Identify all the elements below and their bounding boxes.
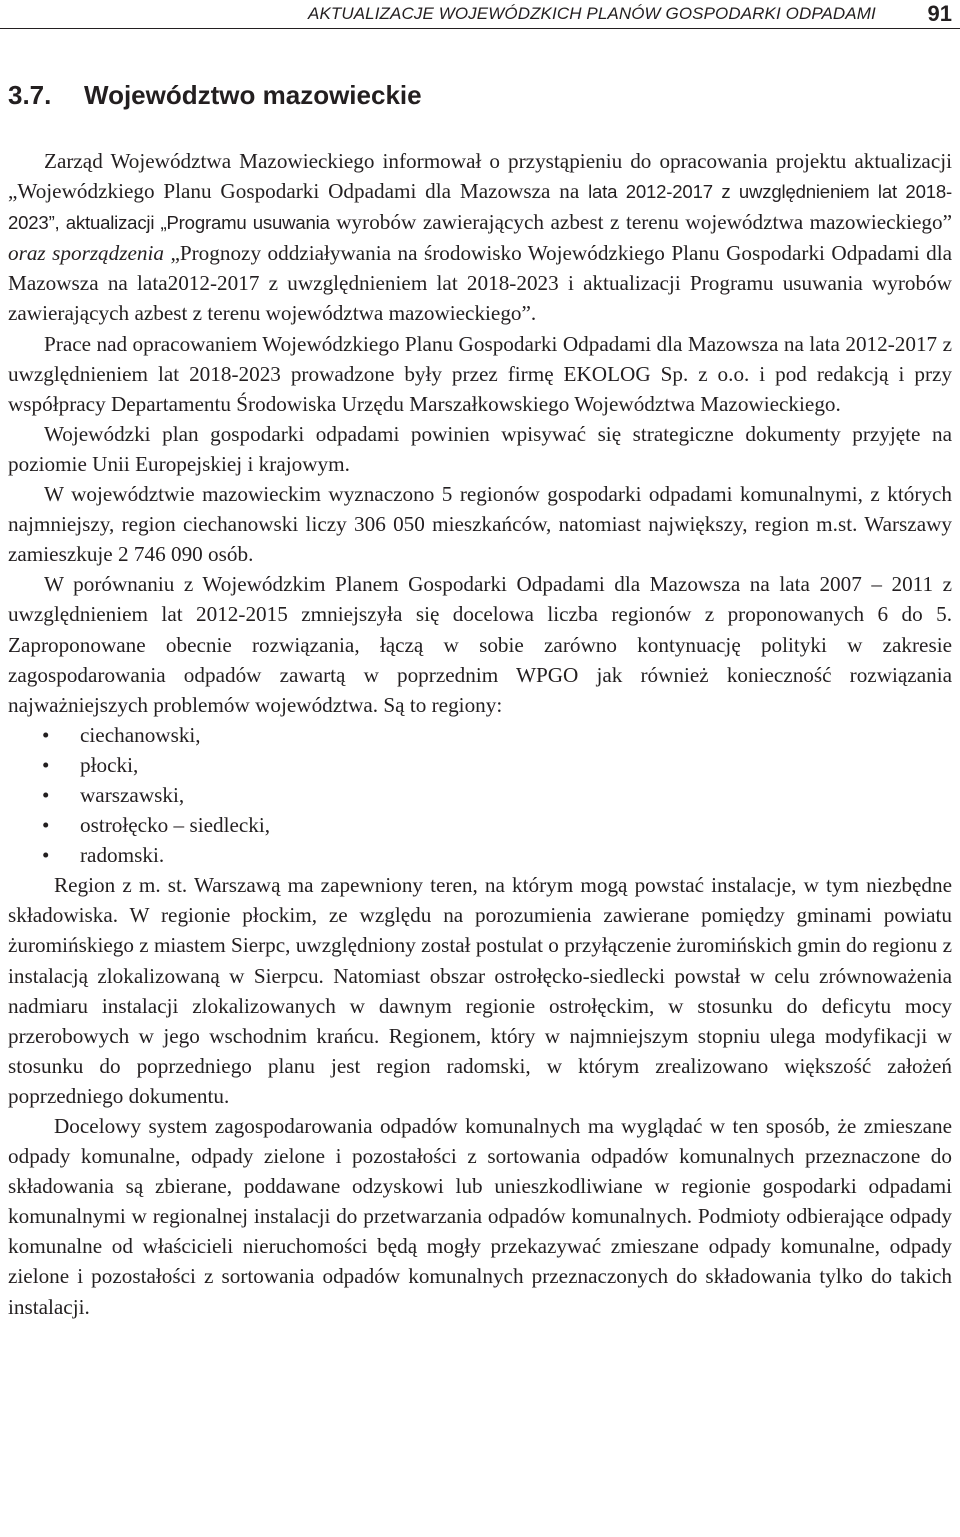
paragraph-regions-count: W województwie mazowieckim wyznaczono 5 regionów gospodarki odpadami komunalnymi, z których najmniejszy, region ciechanowski liczy 306 050 mieszkańców, natomiast największy, region m.st. Warszawy zamieszkuje 2 746 090 osób. bbox=[8, 482, 952, 567]
list-item bbox=[8, 720, 952, 750]
paragraph-intro bbox=[8, 146, 952, 329]
section-number: 3.7. bbox=[8, 80, 52, 110]
section-title: Województwo mazowieckie bbox=[84, 80, 422, 110]
page-number: 91 bbox=[927, 1, 952, 26]
body-text bbox=[8, 146, 952, 1322]
paragraph-target-system: Docelowy system zagospodarowania odpadów komunalnych ma wyglądać w ten sposób, że zmieszane odpady komunalne, odpady zielone i pozostałości z sortowania odpadów komunalnych przeznaczone do składowania są zbierane, poddawane odzyskowi lub unieszkodliwiane w regionie gospodarki odpadami komunalnymi w regionalnej instalacji do przetwarzania odpadów komunalnych. Podmioty odbierające odpady komunalne od właścicieli nieruchomości będą mogły przekazywać zmieszane odpady komunalne, odpady zielone i pozostałości z sortowania odpadów komunalnych przeznaczonych do składowania tylko do takich instalacji. bbox=[8, 1114, 952, 1319]
region-name: ciechanowski, bbox=[80, 722, 201, 747]
list-item bbox=[8, 780, 952, 810]
paragraph-intro-part-d: „Prognozy oddziaływania na środowisko Wojewódzkiego Planu Gospodarki Odpadami dla Mazowsza na lata2012-2017 z uwzględnieniem lat 2018-2023 i aktualizacji Programu usuwania wyrobów zawierających azbest z terenu województwa mazowieckiego”. bbox=[8, 241, 952, 326]
region-name: warszawski, bbox=[80, 782, 185, 807]
header-title: AKTUALIZACJE WOJEWÓDZKICH PLANÓW GOSPODARKI ODPADAMI bbox=[308, 4, 876, 23]
paragraph-intro-italic: oraz sporządzenia bbox=[8, 241, 164, 266]
region-name: radomski. bbox=[80, 843, 165, 868]
header-rule bbox=[0, 28, 960, 29]
list-item bbox=[8, 810, 952, 840]
bullet-icon: • bbox=[42, 843, 50, 868]
bullet-icon: • bbox=[42, 752, 50, 777]
bullet-icon: • bbox=[42, 782, 50, 807]
paragraph-comparison: W porównaniu z Wojewódzkim Planem Gospodarki Odpadami dla Mazowsza na lata 2007 – 2011 z uwzględnieniem lat 2012-2015 zmniejszyła się docelowa liczba regionów z proponowanych 6 do 5. Zaproponowane obecnie rozwiązania, łączą w sobie zarówno kontynuację polityki w zakresie zagospodarowania odpadów zawartą w poprzednim WPGO jak również konieczność rozwiązania najważniejszych problemów województwa. Są to regiony: bbox=[8, 572, 952, 717]
paragraph-strategy: Wojewódzki plan gospodarki odpadami powinien wpisywać się strategiczne dokumenty przyjęte na poziomie Unii Europejskiej i krajowym. bbox=[8, 421, 952, 476]
list-item bbox=[8, 750, 952, 780]
regions-list bbox=[8, 720, 952, 870]
region-name: ostrołęcko – siedlecki, bbox=[80, 813, 271, 838]
bullet-icon: • bbox=[42, 813, 50, 838]
bullet-icon: • bbox=[42, 722, 50, 747]
paragraph-region-details: Region z m. st. Warszawą ma zapewniony teren, na którym mogą powstać instalacje, w tym niezbędne składowiska. W regionie płockim, ze względu na porozumienia zawierane pomiędzy gminami powiatu żuromińskiego z miastem Sierpc, uwzględniony został postulat o przyłączenie żuromińskich gmin do regionu z instalacją zlokalizowaną w Sierpcu. Natomiast obszar ostrołęcko-siedlecki powstał w celu zrównoważenia nadmiaru instalacji zlokalizowanych w dawnym regionie ostrołęckim, w stosunku do deficytu mocy przerobowych w jego wschodnim krańcu. Regionem, który w najmniejszym stopniu ulega modyfikacji w stosunku do poprzedniego planu jest region radomski, w którym zrealizowano większość założeń poprzedniego dokumentu. bbox=[8, 873, 952, 1108]
running-header bbox=[0, 0, 960, 30]
list-item bbox=[8, 840, 952, 870]
paragraph-ekolog: Prace nad opracowaniem Wojewódzkiego Planu Gospodarki Odpadami dla Mazowsza na lata 2012-2017 z uwzględnieniem lat 2018-2023 prowadzone były przez firmę EKOLOG Sp. z o.o. i pod redakcją i przy współpracy Departamentu Środowiska Urzędu Marszałkowskiego Województwa Mazowieckiego. bbox=[8, 331, 952, 416]
section-heading bbox=[8, 80, 422, 111]
paragraph-intro-part-c: wyrobów zawierających azbest z terenu województwa mazowieckiego” bbox=[329, 210, 952, 235]
paragraph-intro-part-a: Zarząd Województwa Mazowieckiego informował o przystąpieniu do opracowania projektu aktualizacji „Wojewódzkiego Planu Gospodarki Odpadami dla Mazowsza na bbox=[8, 149, 952, 204]
region-name: płocki, bbox=[80, 752, 139, 777]
paragraph-intro-part-b: lata 2012-2017 z uwzględnieniem lat 2018-2023”, aktualizacji „Programu usuwania bbox=[8, 181, 952, 234]
